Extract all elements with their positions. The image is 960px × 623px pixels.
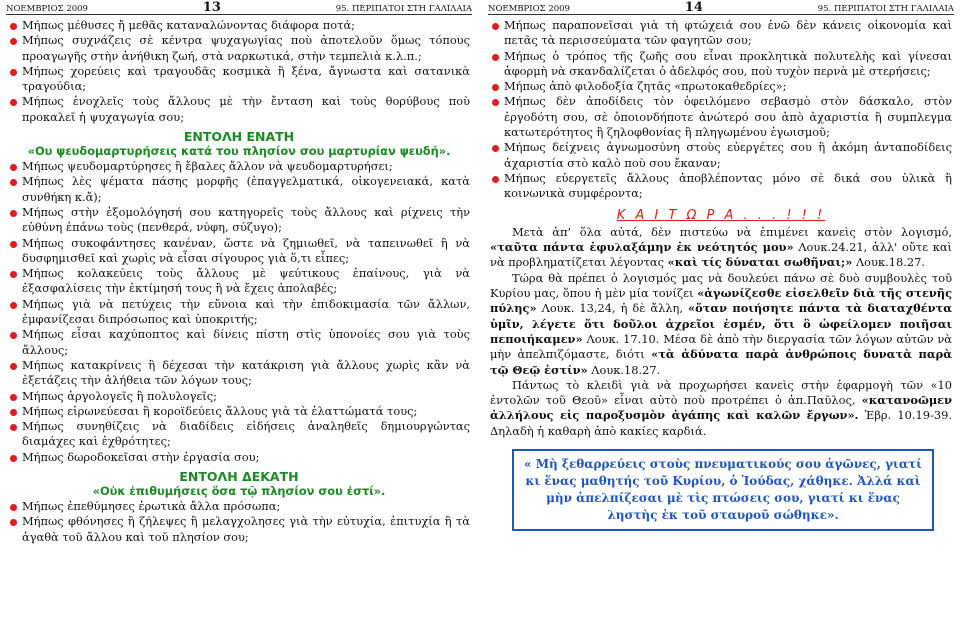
list-item: Μήπως ὁ τρόπος τῆς ζωῆς σου εἶναι προκλητικὰ πολυτελὴς καὶ γίνεσαι ἀφορμὴ νὰ σκανδαλίζεται ὁ ἀδελφός σου, ποὺ τυχὸν περνὰ μὲ στερήσεις; [490,49,952,80]
commandment-9-subtitle: «Ου ψευδομαρτυρήσεις κατά του πλησίον σου μαρτυρίαν ψευδή». [27,144,451,159]
right-page [482,0,960,623]
list-item: Μήπως δὲν ἀποδίδεις τὸν ὀφειλόμενο σεβασμὸ στὸν δάσκαλο, στὸν ἐργοδότη σου, σὲ ὁποιονδήποτε ἀνώτερό σου ἀπὸ ἀχαριστία ἢ συμπλεγμα κατωτερότητος ἢ ζηλοφθονίας ἢ πληγωμένου ἐγωισμοῦ; [490,94,952,140]
paragraph [490,378,952,439]
list-item: Μήπως χορεύεις καὶ τραγουδᾶς κοσμικὰ ἢ ξένα, ἄγνωστα καὶ σατανικὰ τραγούδια; [8,64,470,95]
list-item: Μήπως δωροδοκεῖσαι στὴν ἐργασία σου; [8,450,470,465]
list-item: Μήπως εὐεργετεῖς ἄλλους ἀποβλέποντας μόνο σὲ δικά σου ὑλικὰ ἢ κοινωνικὰ συμφέροντα; [490,171,952,202]
text: Λουκ. 17.10. Μέσα δὲ ἀπὸ τὴν διεργασία τῶν λόγων αὐτῶν νὰ μὴν ἀπελπιζόμαστε, διότι [490,331,952,362]
list-item: Μήπως ἀργολογεῖς ἢ πολυλογεῖς; [8,389,470,404]
header-issue: ΝΟΕΜΒΡΙΟΣ 2009 [6,4,88,14]
text: Ἑβρ. 10.19-39. Δηλαδὴ ἡ καθαρὴ ἀπὸ κακίες καρδιά. [490,408,952,438]
section-heading: Κ Α Ι Τ Ω Ρ Α . . . ! ! ! [616,207,826,223]
list-item: Μήπως συχνάζεις σὲ κέντρα ψυχαγωγίας ποὺ ἀποτελοῦν ὅμως τόπους προαγωγῆς στὴν ἀνήθικη ζωή, στὰ ναρκωτικά, στὴν τεμπελιὰ κ.λ.π.; [8,33,470,64]
list-item: Μήπως δείχνεις ἀγνωμοσύνη στοὺς εὐεργέτες σου ἢ ἀκόμη ἀνταποδίδεις ἀχαριστία στὸ καλὸ ποὺ σου ἔκαναν; [490,140,952,171]
text: Πάντως τὸ κλειδὶ γιὰ νὰ προχωρήσει κανεὶς στὴν ἐφαρμογὴ τῶν «10 ἐντολῶν τοῦ Θεοῦ» εἶναι αὐτὸ ποὺ προτρέπει ὁ ἀπ.Παῦλος, [490,377,952,408]
paragraph [490,225,952,271]
commandment-10-title: ΕΝΤΟΛΗ ΔΕΚΑΤΗ [179,469,299,485]
quote: «καὶ τίς δύναται σωθῆναι;» [667,255,853,270]
commandment-9-title: ΕΝΤΟΛΗ ΕΝΑΤΗ [183,129,295,145]
page-header [488,0,954,15]
list-item: Μήπως ἀπὸ φιλοδοξία ζητᾶς «πρωτοκαθεδρίες»; [490,79,952,94]
page-header [6,0,472,15]
text: Λουκ.18.27. [591,362,661,377]
header-magazine: 95. ΠΕΡΙΠΑΤΟΙ ΣΤΗ ΓΑΛΙΛΑΙΑ [335,4,472,14]
list-item: Μήπως κατακρίνεις ἢ δέχεσαι τὴν κατάκριση γιὰ ἄλλους χωρὶς κἂν νὰ ἐξετάζεις τὴν ἀλήθεια τῶν λόγων τους; [8,358,470,389]
page-number: 13 [202,0,221,15]
quote: «τὰ ἀδύνατα παρὰ ἀνθρώποις δυνατὰ παρὰ τῷ Θεῷ ἐστίν» [490,347,952,377]
list-item: Μήπως συκοφάντησες κανέναν, ὥστε νὰ ζημιωθεῖ, νὰ ταπεινωθεῖ ἢ νὰ δυσφημισθεῖ καὶ χωρὶς νὰ εἶσαι σίγουρος γιὰ ὅ,τι εἶπες; [8,236,470,267]
text: Λουκ. 13,24, ἡ δὲ ἄλλη, [541,301,683,316]
quote: «ταῦτα πάντα ἐφυλαξάμην ἐκ νεότητός μου» [490,240,794,255]
list-item: Μήπως λὲς ψέματα πάσης μορφῆς (ἐπαγγελματικά, οἰκογενειακά, κατὰ συνθήκη κ.ἄ); [8,174,470,205]
list-item: Μήπως παραπονεῖσαι γιὰ τὴ φτώχειά σου ἐνῶ δὲν κάνεις οἰκονομία καὶ πετᾶς τὰ περισσεύματα τῶν φαγητῶν σου; [490,18,952,49]
list-item: Μήπως γιὰ νὰ πετύχεις τὴν εὔνοια καὶ τὴν ἐπιδοκιμασία τῶν ἄλλων, ἐμφανίζεσαι διπρόσωπος καὶ ὑποκριτής; [8,297,470,328]
left-page [0,0,478,623]
list-item: Μήπως κολακεύεις τοὺς ἄλλους μὲ ψεύτικους ἐπαίνους, γιὰ νὰ ἐξασφαλίσεις τὴν ἐκτίμησή τους ἢ νὰ ἔχεις ἀπολαβές; [8,266,470,297]
list-item: Μήπως εἰρωνεύεσαι ἢ κοροϊδεύεις ἄλλους γιὰ τὰ ἐλαττώματά τους; [8,404,470,419]
list-item: Μήπως ἐνοχλεῖς τοὺς ἄλλους μὲ τὴν ἔνταση καὶ τοὺς θορύβους ποὺ προκαλεῖ ἡ ψυχαγωγία σου; [8,94,470,125]
list-item: Μήπως συνηθίζεις νὰ διαδίδεις εἰδήσεις ἀναληθεῖς δημιουργώντας διαμάχες καὶ ἐχθρότητες; [8,419,470,450]
right-column [482,15,960,531]
text: Τώρα θὰ πρέπει ὁ λογισμός μας νὰ δουλεύει πάνω σὲ δυὸ συμβουλὲς τοῦ Κυρίου μας, ὅπου ἡ μὲν μία τονίζει [490,270,952,301]
paragraph [490,271,952,378]
quote: «ὅταν ποιήσητε πάντα τὰ διαταχθέντα ὑμῖν, λέγετε ὅτι δοῦλοι ἀχρεῖοι ἐσμέν, ὅτι ὃ ὠφείλομεν ποιῆσαι πεποιήκαμεν» [490,301,952,346]
left-column [0,15,478,545]
list-item: Μήπως ψευδομαρτύρησες ἢ ἔβαλες ἄλλον νὰ ψευδομαρτυρήσει; [8,159,470,174]
page-number: 14 [684,0,703,15]
quote-box: « Μὴ ξεθαρρεύεις στοὺς πνευματικούς σου ἀγῶνες, γιατί κι ἕνας μαθητής τοῦ Κυρίου, ὁ Ἰούδας, χάθηκε. Ἀλλά καὶ μὴν ἀπελπίζεσαι μὲ τὶς πτώσεις σου, γιατί κι ἕνας ληστὴς ἐκ τοῦ σταυροῦ σώθηκε». [512,449,934,531]
list-item: Μήπως φθόνησες ἢ ζήλεψες ἢ μελαγχολησες γιὰ τὴν εὐτυχία, ἐπιτυχία ἢ τὰ ἀγαθὰ τοῦ ἄλλου καὶ τοῦ πλησίον σου; [8,514,470,545]
list-item: Μήπως ἐπεθύμησες ἐρωτικὰ ἄλλα πρόσωπα; [8,499,470,514]
text: Λουκ.18.27. [855,255,925,270]
list-item: Μήπως στὴν ἐξομολόγησή σου κατηγορεῖς τοὺς ἄλλους καὶ ρίχνεις τὴν εὐθύνη ἐπάνω τοὺς (πενθερά, νύφη, σύζυγο); [8,205,470,236]
quote: «ἀγωνίζεσθε εἰσελθεῖν διὰ τῆς στενῆς πύλης» [490,286,953,316]
text: Λουκ.24.21, ἀλλ' οὔτε καὶ νὰ προβληματίζεται λέγοντας [490,240,952,270]
header-issue: ΝΟΕΜΒΡΙΟΣ 2009 [488,4,570,14]
header-magazine: 95. ΠΕΡΙΠΑΤΟΙ ΣΤΗ ΓΑΛΙΛΑΙΑ [817,4,954,14]
quote: «κατανοῶμεν ἀλλήλους εἰς παροξυσμὸν ἀγάπης καὶ καλῶν ἔργων». [490,393,952,423]
list-item: Μήπως εἶσαι καχύποπτος καὶ δίνεις πίστη στὶς ὑπονοίες σου γιὰ τοὺς ἄλλους; [8,327,470,358]
list-item: Μήπως μέθυσες ἤ μεθᾶς καταναλώνοντας διάφορα ποτά; [8,18,470,33]
commandment-10-subtitle: «Οὐκ ἐπιθυμήσεις ὅσα τῷ πλησίον σου ἐστί». [92,484,386,499]
text: Μετὰ ἀπ’ ὅλα αὐτά, δὲν πιστεύω νὰ ἐπιμένει κανεὶς στὸν λογισμό, [512,224,952,239]
